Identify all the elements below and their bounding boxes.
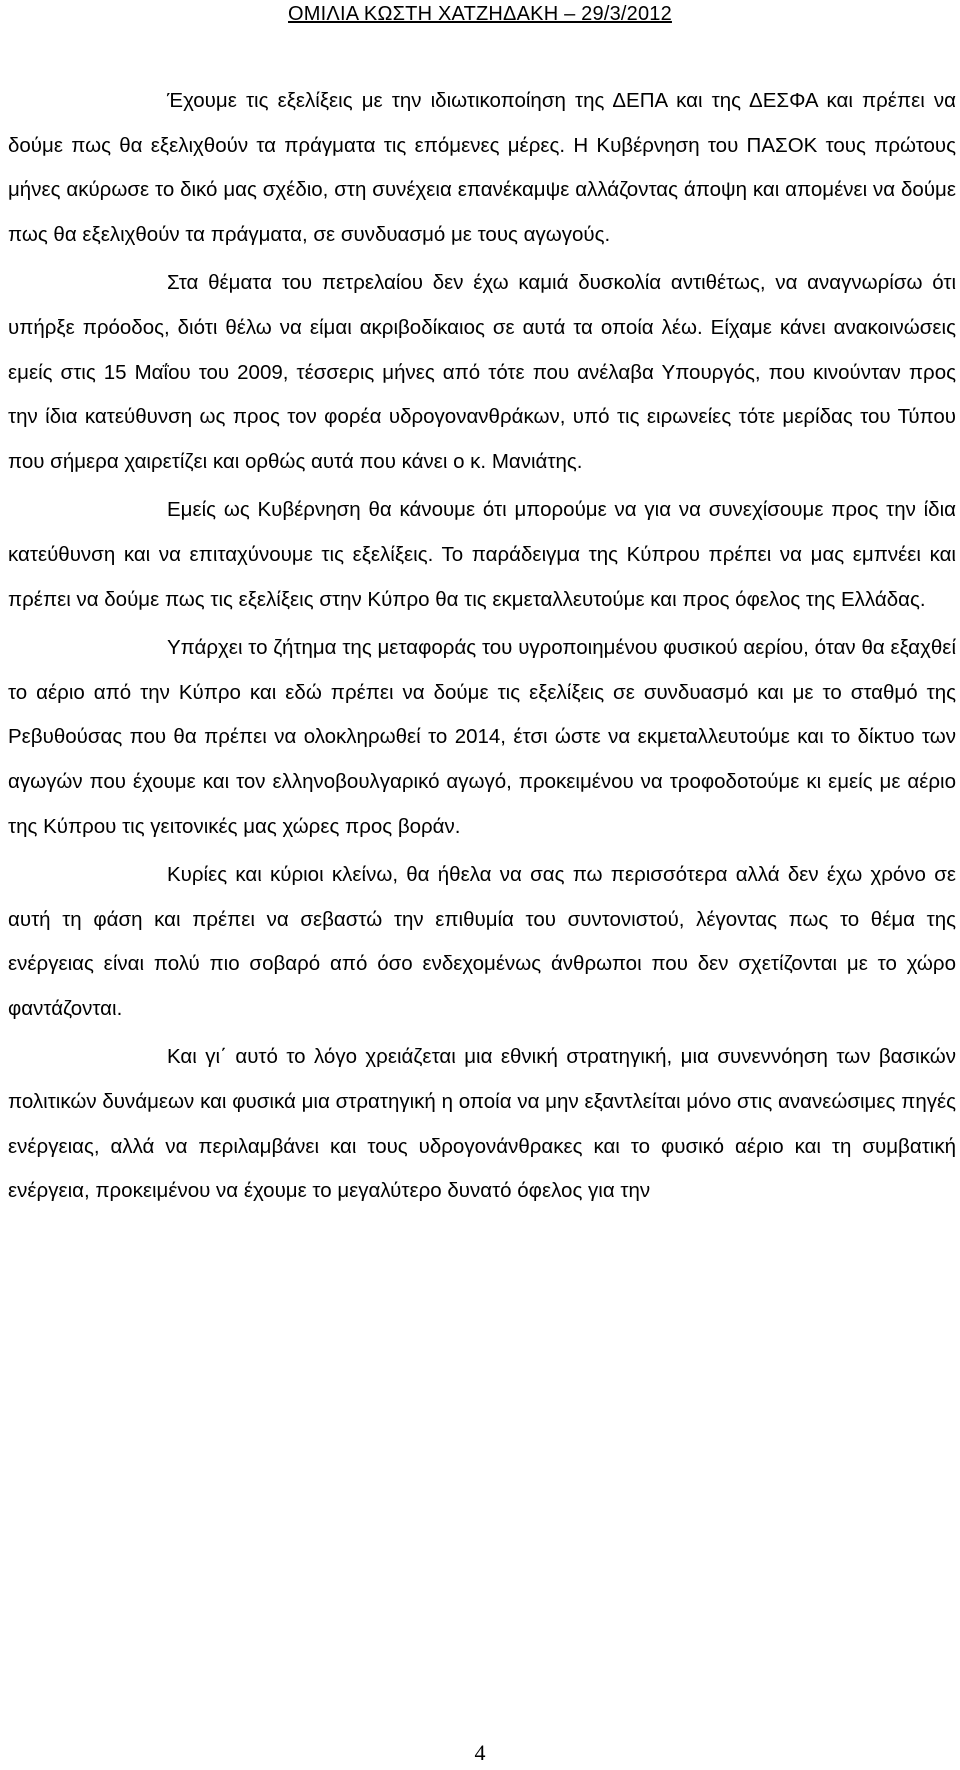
paragraph-1: Έχουμε τις εξελίξεις με την ιδιωτικοποίηση της ΔΕΠΑ και της ΔΕΣΦΑ και πρέπει να δούμε πως θα εξελιχθούν τα πράγματα τις επόμενες μέρες. Η Κυβέρνηση του ΠΑΣΟΚ τους πρώτους μήνες ακύρωσε το δικό μας σχέδιο, στη συνέχεια επανέκαμψε αλλάζοντας άποψη και απομένει να δούμε πως θα εξελιχθούν τα πράγματα, σε συνδυασμό με τους αγωγούς. (8, 89, 956, 246)
paragraph-2: Στα θέματα του πετρελαίου δεν έχω καμιά δυσκολία αντιθέτως, να αναγνωρίσω ότι υπήρξε πρόοδος, διότι θέλω να είμαι ακριβοδίκαιος σε αυτά τα οποία λέω. Είχαμε κάνει ανακοινώσεις εμείς στις 15 Μαΐου του 2009, τέσσερις μήνες από τότε που ανέλαβα Υπουργός, που κινούνταν προς την ίδια κατεύθυνση ως προς τον φορέα υδρογονανθράκων, υπό τις ειρωνείες τότε μερίδας του Τύπου που σήμερα χαιρετίζει και ορθώς αυτά που κάνει ο κ. Μανιάτης. (8, 271, 956, 473)
paragraph-5: Κυρίες και κύριοι κλείνω, θα ήθελα να σας πω περισσότερα αλλά δεν έχω χρόνο σε αυτή τη φάση και πρέπει να σεβαστώ την επιθυμία του συντονιστού, λέγοντας πως το θέμα της ενέργειας είναι πολύ πιο σοβαρό από όσο ενδεχομένως άνθρωποι που δεν σχετίζονται με το χώρο φαντάζονται. (8, 863, 956, 1020)
paragraph-4: Υπάρχει το ζήτημα της μεταφοράς του υγροποιημένου φυσικού αερίου, όταν θα εξαχθεί το αέριο από την Κύπρο και εδώ πρέπει να δούμε τις εξελίξεις σε συνδυασμό και με το σταθμό της Ρεβυθούσας που θα πρέπει να ολοκληρωθεί το 2014, έτσι ώστε να εκμεταλλευτούμε και το δίκτυο των αγωγών που έχουμε και τον ελληνοβουλγαρικό αγωγό, προκειμένου να τροφοδοτούμε κι εμείς με αέριο της Κύπρου τις γειτονικές μας χώρες προς βοράν. (8, 636, 956, 838)
page-number: 4 (474, 1740, 486, 1765)
document-body (8, 79, 956, 1214)
paragraph-6: Και γι΄ αυτό το λόγο χρειάζεται μια εθνική στρατηγική, μια συνεννόηση των βασικών πολιτικών δυνάμεων και φυσικά μια στρατηγική η οποία να μην εξαντλείται μόνο στις ανανεώσιμες πηγές ενέργειας, αλλά να περιλαμβάνει και τους υδρογονάνθρακες και το φυσικό αέριο και τη συμβατική ενέργεια, προκειμένου να έχουμε το μεγαλύτερο δυνατό όφελος για την (8, 1045, 956, 1203)
page-header-title: ΟΜΙΛΙΑ ΚΩΣΤΗ ΧΑΤΖΗΔΑΚΗ – 29/3/2012 (288, 3, 672, 25)
paragraph-3: Εμείς ως Κυβέρνηση θα κάνουμε ότι μπορούμε να για να συνεχίσουμε προς την ίδια κατεύθυνση και να επιταχύνουμε τις εξελίξεις. Το παράδειγμα της Κύπρου πρέπει να μας εμπνέει και πρέπει να δούμε πως τις εξελίξεις στην Κύπρο θα τις εκμεταλλευτούμε και προς όφελος της Ελλάδας. (8, 498, 956, 611)
